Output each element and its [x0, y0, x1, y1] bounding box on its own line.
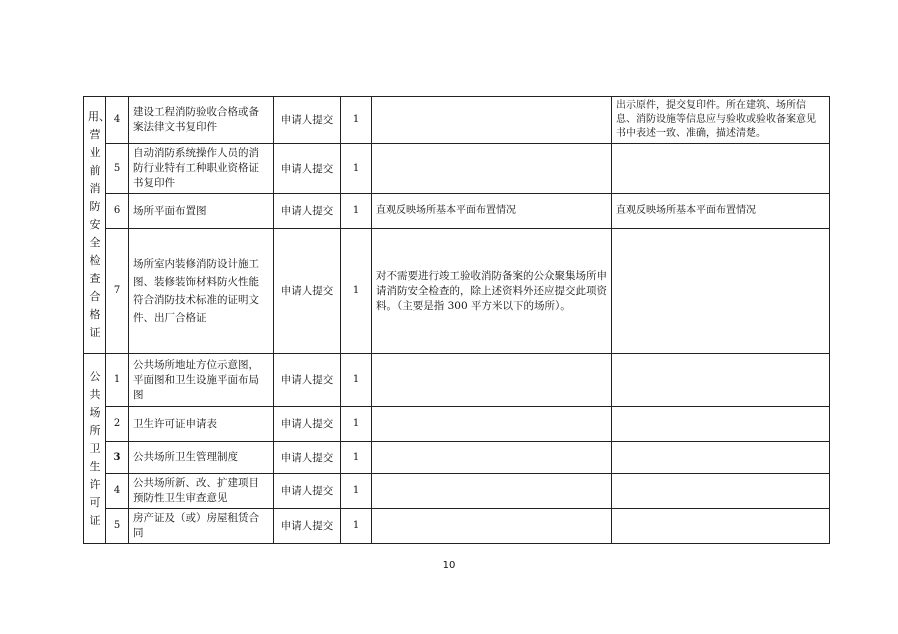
applicant-cell: 申请人提交	[274, 144, 341, 194]
applicant-cell: 申请人提交	[274, 194, 341, 229]
table-row	[84, 229, 830, 354]
category-label: 用、营业前消防安全检查合格证	[88, 110, 110, 339]
category-label: 公共场所卫生许可证	[89, 369, 101, 527]
applicant-cell: 申请人提交	[274, 229, 341, 354]
remark-cell	[372, 144, 612, 194]
note-cell: 出示原件，提交复印件。所在建筑、场所信息、消防设施等信息应与验收或验收备案意见书中表述一致、准确，描述清楚。	[612, 97, 830, 144]
table-row	[84, 474, 830, 509]
remark-cell	[372, 442, 612, 474]
remark-cell	[372, 509, 612, 544]
note-cell	[612, 354, 830, 407]
copy-count: 1	[341, 229, 372, 354]
row-number: 6	[106, 194, 129, 229]
document-name: 公共场所卫生管理制度	[129, 442, 274, 474]
document-name: 房产证及（或）房屋租赁合同	[129, 509, 274, 544]
remark-cell	[372, 407, 612, 442]
table-row	[84, 97, 830, 144]
row-number: 2	[106, 407, 129, 442]
page-number: 10	[442, 560, 456, 571]
applicant-cell: 申请人提交	[274, 407, 341, 442]
copy-count: 1	[341, 144, 372, 194]
table-row	[84, 442, 830, 474]
applicant-cell: 申请人提交	[274, 509, 341, 544]
document-name: 卫生许可证申请表	[129, 407, 274, 442]
document-name: 场所室内装修消防设计施工图、装修装饰材料防火性能符合消防技术标准的证明文件、出厂合格证	[129, 229, 274, 354]
row-number: 1	[106, 354, 129, 407]
applicant-cell: 申请人提交	[274, 97, 341, 144]
row-number: 5	[106, 509, 129, 544]
table-row	[84, 509, 830, 544]
applicant-cell: 申请人提交	[274, 474, 341, 509]
remark-cell	[372, 354, 612, 407]
row-number: 4	[106, 97, 129, 144]
copy-count: 1	[341, 97, 372, 144]
table-row	[84, 407, 830, 442]
applicant-cell: 申请人提交	[274, 354, 341, 407]
note-cell	[612, 229, 830, 354]
copy-count: 1	[341, 407, 372, 442]
document-name: 公共场所地址方位示意图，平面图和卫生设施平面布局图	[129, 354, 274, 407]
remark-cell	[372, 97, 612, 144]
note-cell	[612, 509, 830, 544]
note-cell	[612, 442, 830, 474]
remark-cell: 对不需要进行竣工验收消防备案的公众聚集场所申请消防安全检查的，除上述资料外还应提交此项资料。（主要是指 300 平方米以下的场所）。	[372, 229, 612, 354]
document-name: 自动消防系统操作人员的消防行业特有工种职业资格证书复印件	[129, 144, 274, 194]
requirements-table	[83, 96, 830, 544]
document-name: 建设工程消防验收合格或备案法律文书复印件	[129, 97, 274, 144]
applicant-cell: 申请人提交	[274, 442, 341, 474]
row-number: 5	[106, 144, 129, 194]
category-cell-fire-safety	[84, 97, 110, 354]
note-cell	[612, 144, 830, 194]
note-cell	[612, 474, 830, 509]
table-row	[84, 194, 830, 229]
copy-count: 1	[341, 474, 372, 509]
category-cell-hygiene-license	[84, 354, 106, 544]
remark-cell	[372, 474, 612, 509]
row-number: 4	[106, 474, 129, 509]
table-row	[84, 354, 830, 407]
copy-count: 1	[341, 194, 372, 229]
note-cell: 直观反映场所基本平面布置情况	[612, 194, 830, 229]
copy-count: 1	[341, 442, 372, 474]
document-name: 公共场所新、改、扩建项目预防性卫生审查意见	[129, 474, 274, 509]
row-number: 3	[106, 442, 129, 474]
copy-count: 1	[341, 509, 372, 544]
remark-cell: 直观反映场所基本平面布置情况	[372, 194, 612, 229]
row-number: 7	[106, 229, 129, 354]
copy-count: 1	[341, 354, 372, 407]
note-cell	[612, 407, 830, 442]
table-row	[84, 144, 830, 194]
document-name: 场所平面布置图	[129, 194, 274, 229]
